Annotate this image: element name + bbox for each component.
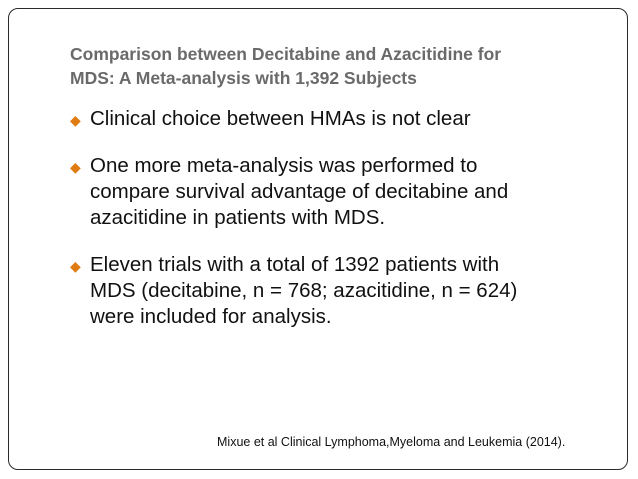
slide-title	[70, 42, 610, 90]
diamond-bullet-icon: ◆	[70, 159, 81, 175]
diamond-bullet-icon: ◆	[70, 112, 81, 128]
bullet-item	[70, 153, 610, 231]
bullet-text: azacitidine in patients with MDS.	[90, 206, 386, 229]
bullet-text: MDS (decitabine, n = 768; azacitidine, n = 624)	[90, 279, 518, 302]
bullet-text: One more meta-analysis was performed to	[90, 154, 478, 177]
bullet-text: Clinical choice between HMAs is not clear	[90, 107, 471, 130]
bullet-item	[70, 106, 610, 132]
diamond-bullet-icon: ◆	[70, 258, 81, 274]
slide-title-line: Comparison between Decitabine and Azacitidine for	[70, 44, 502, 64]
bullet-text: were included for analysis.	[90, 305, 332, 328]
bullet-item	[70, 252, 610, 330]
citation-text: Mixue et al Clinical Lymphoma,Myeloma and Leukemia (2014).	[217, 435, 566, 449]
bullet-list	[70, 106, 610, 351]
bullet-text: compare survival advantage of decitabine and	[90, 180, 509, 203]
slide-title-line: MDS: A Meta-analysis with 1,392 Subjects	[70, 68, 417, 88]
bullet-text: Eleven trials with a total of 1392 patients with	[90, 253, 500, 276]
